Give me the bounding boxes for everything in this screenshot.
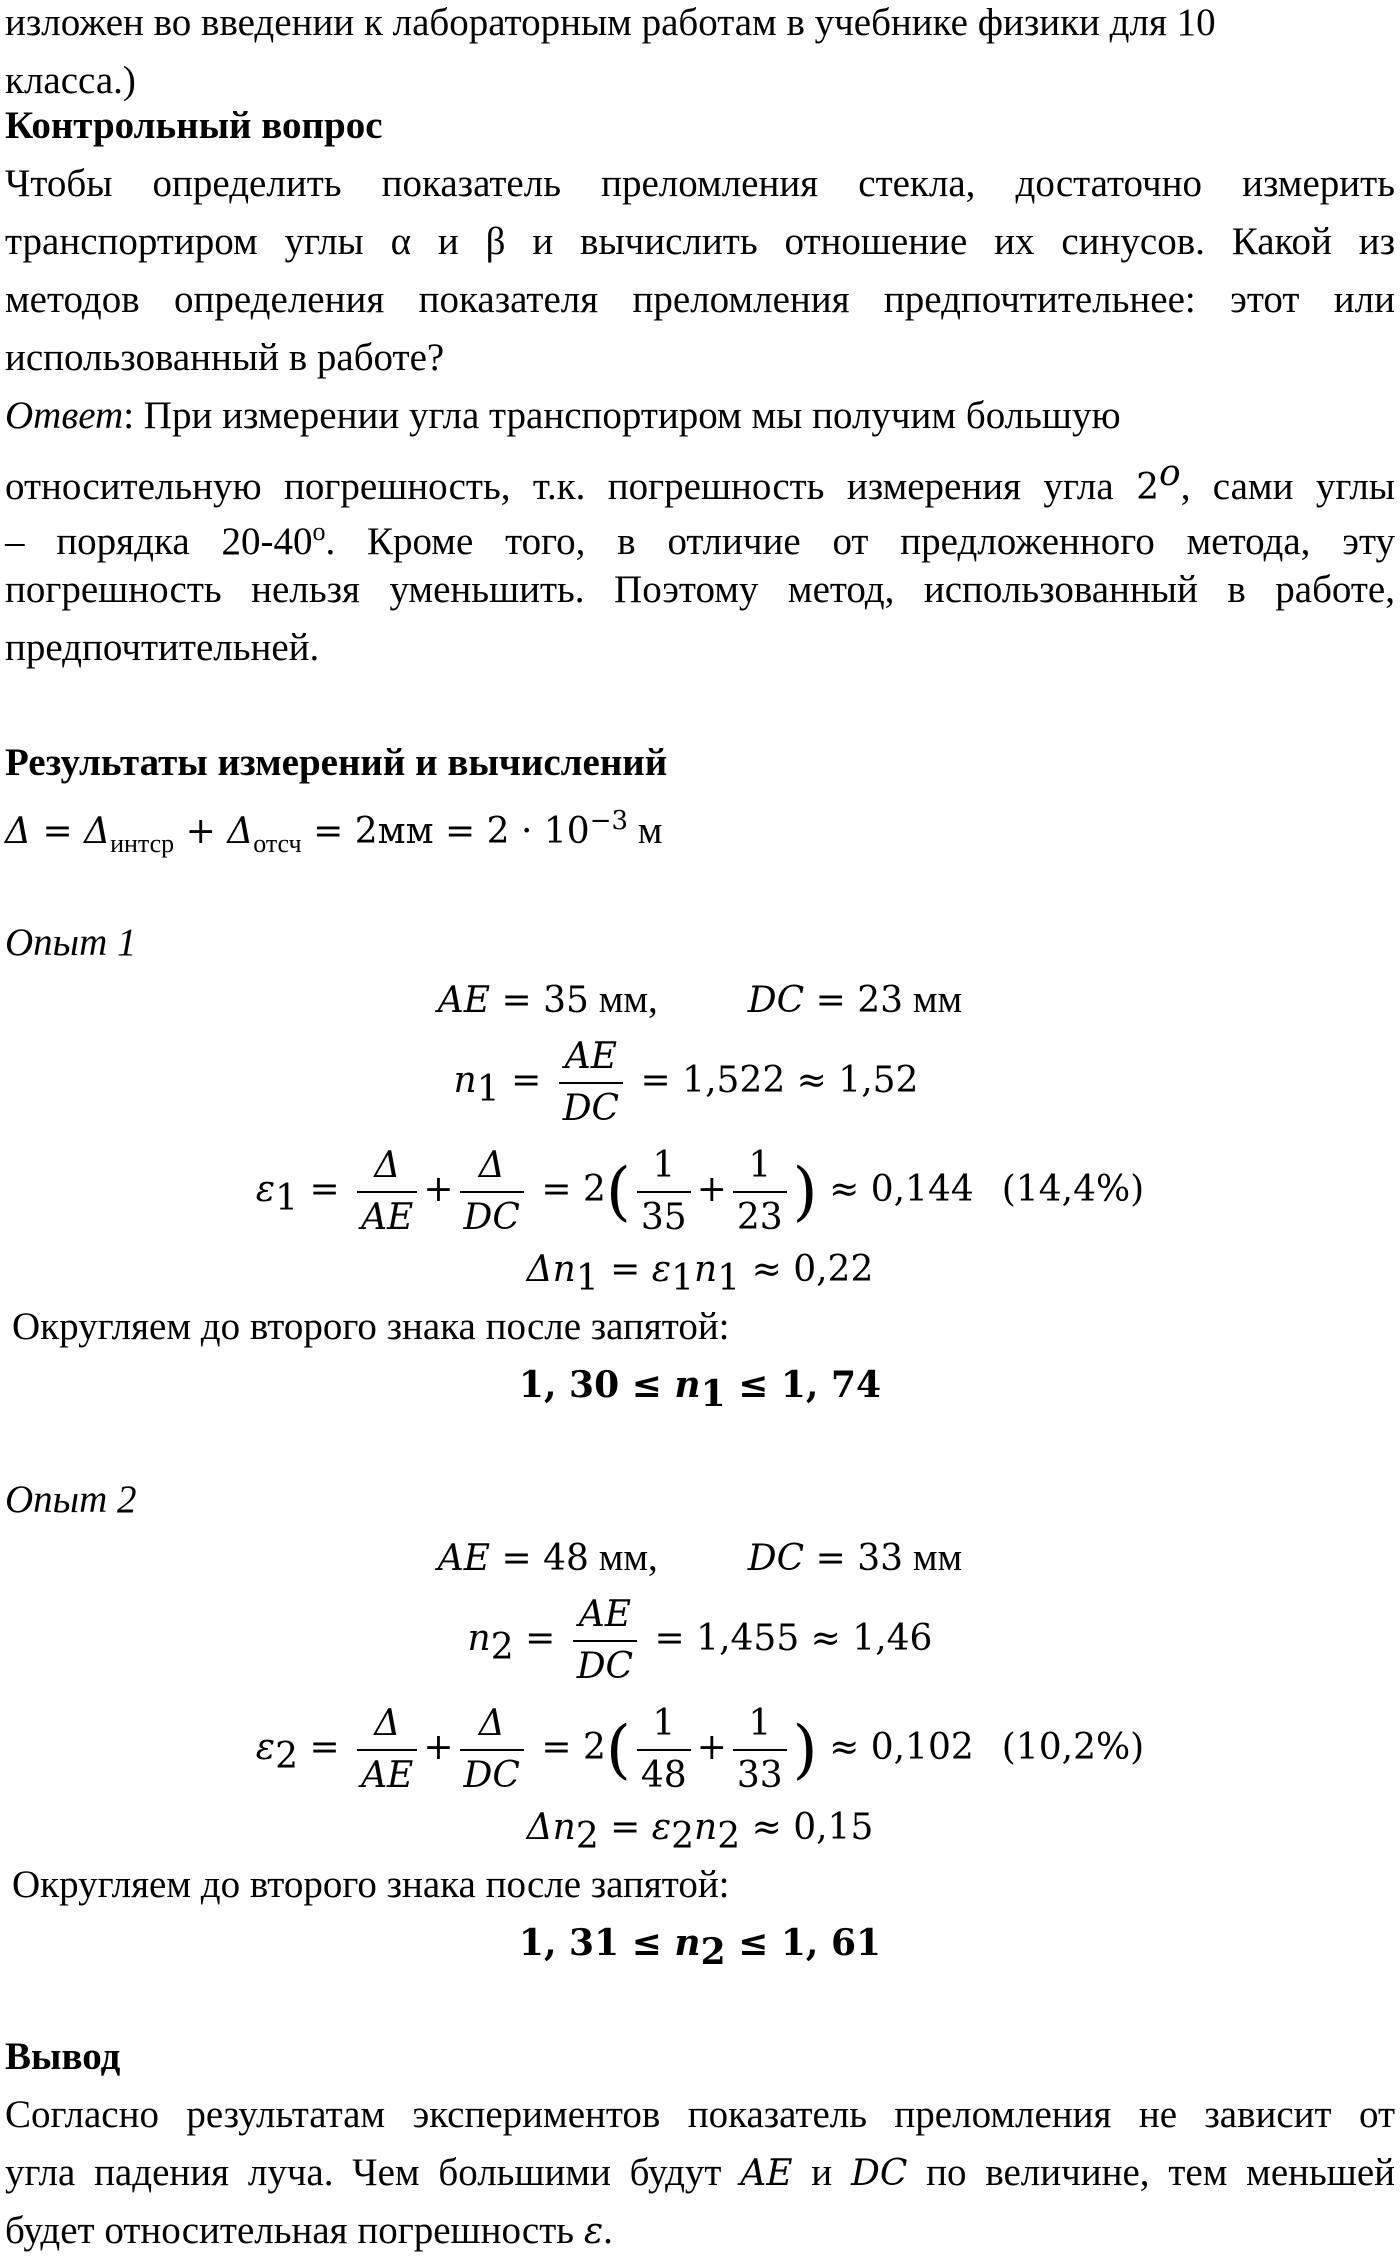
answer-line-3: – порядка 20-40$^o$. Кроме того, в отличие от предложенного метода, эту bbox=[5, 517, 1395, 563]
exp2-range: 1, $31 \le n_2 \le 1$, 61 bbox=[518, 1922, 882, 1973]
question-line-1: Чтобы определить показатель преломления стекла, достаточно измерить bbox=[5, 162, 1395, 205]
exp1-measurements: AE = 35 мм, DC = 23 мм bbox=[437, 978, 963, 1021]
exp1-range: 1, $30 \le n_1 \le 1$, 74 bbox=[518, 1364, 882, 1415]
exp2-title: Опыт 2 bbox=[5, 1478, 137, 1521]
answer-line-2: относительную погрешность, т.к. погрешность измерения угла 2$^o$, сами углы bbox=[5, 453, 1396, 508]
conclusion-line-2: угла падения луча. Чем большими будут AE и DC по величине, тем меньшей bbox=[5, 2151, 1396, 2194]
exp2-eps-formula: $\varepsilon_2$ = $\frac{\Delta}{AE}$ + $\frac{\Delta}{DC}$ = 2( $\frac{1}{48}$ + $\frac{1}{33}$ ) ≈ 0,102 (10,2%) bbox=[0, 1699, 1400, 1801]
exp2-n-formula: $n_2$ = $\frac{AE}{DC}$ = 1,455 ≈ 1,46 bbox=[0, 1590, 1400, 1692]
exp1-eps-formula: $\varepsilon_1$ = $\frac{\Delta}{AE}$ + $\frac{\Delta}{DC}$ = 2( $\frac{1}{35}$ + $\frac{1}{23}$ ) ≈ 0,144 (14,4%) bbox=[0, 1141, 1400, 1243]
intro-line-1: изложен во введении к лабораторным работам в учебнике физики для 10 bbox=[5, 1, 1216, 44]
exp1-title: Опыт 1 bbox=[5, 921, 137, 964]
conclusion-line-3: будет относительная погрешность ε. bbox=[5, 2209, 613, 2252]
question-line-4: использованный в работе? bbox=[5, 336, 445, 379]
exp1-round-text: Округляем до второго знака после запятой: bbox=[12, 1305, 730, 1348]
answer-label: Ответ bbox=[5, 394, 124, 437]
answer-line-1: Ответ: При измерении угла транспортиром мы получим большую bbox=[5, 394, 1121, 437]
question-line-3: методов определения показателя преломления предпочтительнее: этот или bbox=[5, 278, 1395, 321]
exp2-dn-formula: $\Delta n_2 = \varepsilon_2n_2 \approx 0,15$ bbox=[526, 1807, 874, 1857]
answer-line-4: погрешность нельзя уменьшить. Поэтому метод, использованный в работе, bbox=[5, 568, 1395, 611]
exp1-n-formula: $n_1$ = $\frac{AE}{DC}$ = 1,522 ≈ 1,52 bbox=[0, 1032, 1400, 1134]
results-heading: Результаты измерений и вычислений bbox=[5, 741, 668, 784]
conclusion-heading: Вывод bbox=[5, 2035, 121, 2078]
exp2-round-text: Округляем до второго знака после запятой: bbox=[12, 1863, 730, 1906]
conclusion-line-1: Согласно результатам экспериментов показатель преломления не зависит от bbox=[5, 2093, 1395, 2136]
answer-line-5: предпочтительней. bbox=[5, 626, 320, 669]
control-heading: Контрольный вопрос bbox=[5, 104, 383, 147]
question-line-2: транспортиром углы α и β и вычислить отношение их синусов. Какой из bbox=[5, 220, 1395, 263]
exp2-measurements: AE = 48 мм, DC = 33 мм bbox=[437, 1536, 963, 1579]
exp1-dn-formula: $\Delta n_1 = \varepsilon_1n_1 \approx 0,22$ bbox=[526, 1249, 874, 1299]
delta-formula: $\Delta = \Delta_{интср} + \Delta_{отсч} = 2мм = 2 \cdot 10^{-3}$ м bbox=[5, 806, 663, 858]
intro-line-2: класса.) bbox=[5, 59, 136, 102]
